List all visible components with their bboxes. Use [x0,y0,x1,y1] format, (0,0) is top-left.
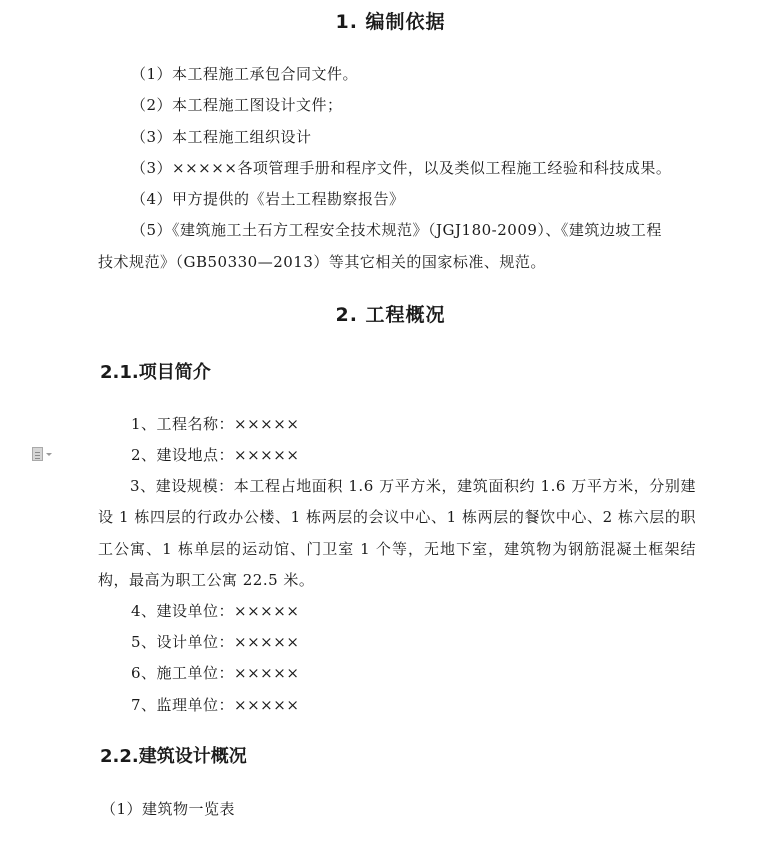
overview-item-5: 5、设计单位：××××× [131,633,300,651]
basis-item-2: （2）本工程施工图设计文件； [131,96,343,114]
basis-item-3: （3）本工程施工组织设计 [131,128,312,146]
overview-item-7: 7、监理单位：××××× [131,696,300,714]
section-2-2-heading: 2.2.建筑设计概况 [100,746,247,767]
basis-item-3b: （3）×××××各项管理手册和程序文件，以及类似工程施工经验和科技成果。 [131,159,672,177]
overview-item-6: 6、施工单位：××××× [131,664,300,682]
overview-item-3-paragraph: 3、建设规模：本工程占地面积 1.6 万平方米，建筑面积约 1.6 万平方米，分别建设 1 栋四层的行政办公楼、1 栋两层的会议中心、1 栋两层的餐饮中心、2 栋六层的职工公寓、1 栋单层的运动馆、门卫室 1 个等，无地下室，建筑物为钢筋混凝土框架结构，最高为职工公寓 22.5 米。 [98,477,696,590]
overview-item-1: 1、工程名称：××××× [131,415,300,433]
basis-item-4: （4）甲方提供的《岩土工程勘察报告》 [131,190,405,208]
basis-item-5-line-1: （5）《建筑施工土石方工程安全技术规范》（JGJ180-2009）、《建筑边坡工程 [131,221,662,239]
design-item-1: （1）建筑物一览表 [101,800,236,818]
section-2-1-heading: 2.1.项目简介 [100,362,211,383]
section-1-heading: 1. 编制依据 [335,11,446,33]
overview-item-2: 2、建设地点：××××× [131,446,300,464]
paragraph-options-icon[interactable] [32,446,58,462]
basis-item-1: （1）本工程施工承包合同文件。 [131,65,359,83]
section-2-heading: 2. 工程概况 [335,304,446,326]
overview-item-4: 4、建设单位：××××× [131,602,300,620]
document-icon [32,447,43,461]
basis-item-5-line-2: 技术规范》（GB50330—2013）等其它相关的国家标准、规范。 [98,253,546,271]
caret-down-icon [46,453,52,456]
